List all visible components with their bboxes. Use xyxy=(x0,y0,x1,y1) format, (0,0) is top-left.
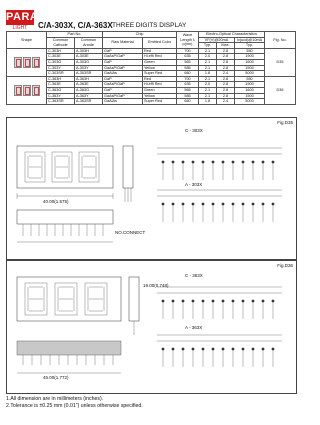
table-row xyxy=(7,54,296,60)
emitted-color: Hi.effi Red xyxy=(143,54,177,60)
header-typ: Typ. xyxy=(199,43,217,49)
anode-part: A-363E xyxy=(75,82,103,88)
table-row xyxy=(7,99,296,105)
vf-typ: 1.8 xyxy=(199,71,217,77)
figure-d36 xyxy=(6,260,297,394)
header-common-anode: Common Anode xyxy=(75,37,103,48)
vf-typ: 2.1 xyxy=(199,87,217,93)
cathode-part: C-303H xyxy=(47,48,75,54)
raw-material: GaAsP/GaP xyxy=(103,93,143,99)
shape-cell xyxy=(7,76,47,104)
iv-typ: 550 xyxy=(235,48,265,54)
display-shape-icon xyxy=(8,85,45,96)
cathode-part: C-303SR xyxy=(47,71,75,77)
vf-typ: 2.1 xyxy=(199,59,217,65)
dimension-height: 19.00(0.748) xyxy=(143,283,169,288)
vf-typ: 2.0 xyxy=(199,54,217,60)
header-shape: Shape xyxy=(7,32,47,49)
iv-typ: 1900 xyxy=(235,54,265,60)
vf-max: 2.8 xyxy=(217,76,235,82)
cathode-part: C-363E xyxy=(47,82,75,88)
emitted-color: Super Red xyxy=(143,99,177,105)
anode-part: A-363H xyxy=(75,76,103,82)
cathode-part: C-303G xyxy=(47,59,75,65)
circuit-title-top: C - 303X xyxy=(185,128,203,133)
note-1: 1.All dimension are in millimeters (inches). xyxy=(6,396,104,402)
vf-max: 2.8 xyxy=(217,93,235,99)
header-iv: Iv(ucd)@10mA xyxy=(235,37,265,43)
cathode-part: C-363H xyxy=(47,76,75,82)
vf-max: 2.8 xyxy=(217,59,235,65)
vf-typ: 2.1 xyxy=(199,48,217,54)
anode-part: A-363SR xyxy=(75,99,103,105)
wave-length: 585 xyxy=(177,65,199,71)
anode-part: A-303E xyxy=(75,54,103,60)
display-shape-icon xyxy=(8,57,45,68)
wave-length: 700 xyxy=(177,76,199,82)
dimension-width: 45.00(1.772) xyxy=(43,375,69,380)
fig-no: D36 xyxy=(265,76,296,104)
wave-length: 700 xyxy=(177,48,199,54)
vf-max: 2.8 xyxy=(217,48,235,54)
drawing-d36 xyxy=(7,261,296,393)
wave-length: 565 xyxy=(177,87,199,93)
notes xyxy=(6,396,143,410)
cathode-part: C-363SR xyxy=(47,99,75,105)
table-row xyxy=(7,59,296,65)
vf-max: 2.8 xyxy=(217,87,235,93)
vf-max: 2.8 xyxy=(217,54,235,60)
header-emitted-color: Emitted Color xyxy=(143,37,177,48)
emitted-color: Green xyxy=(143,87,177,93)
header-raw-material: Raw Material xyxy=(103,37,143,48)
vf-max: 2.4 xyxy=(217,71,235,77)
emitted-color: Super Red xyxy=(143,71,177,77)
header-wave-length: Wave Length λ p(nm) xyxy=(177,32,199,49)
wave-length: 565 xyxy=(177,59,199,65)
note-2: 2.Tolerance is ±0.25 mm (0.01") unless otherwise specified. xyxy=(6,403,143,409)
header-eoc: Electro-Optical Characteristics xyxy=(199,32,265,38)
vf-typ: 2.1 xyxy=(199,65,217,71)
iv-typ: 5000 xyxy=(235,99,265,105)
raw-material: GaP xyxy=(103,48,143,54)
emitted-color: Hi.effi Red xyxy=(143,82,177,88)
drawing-d35 xyxy=(7,118,296,259)
emitted-color: Yellow xyxy=(143,93,177,99)
title-code: C/A-303X, C/A-363X xyxy=(38,21,113,30)
iv-typ: 1600 xyxy=(235,59,265,65)
wave-length: 660 xyxy=(177,71,199,77)
table-row xyxy=(7,82,296,88)
header-typ2: Typ. xyxy=(235,43,265,49)
header-max: Max. xyxy=(217,43,235,49)
raw-material: GaAsP/GaP xyxy=(103,82,143,88)
brand-sub: LIGHT xyxy=(12,25,28,31)
raw-material: GaP xyxy=(103,59,143,65)
emitted-color: Green xyxy=(143,59,177,65)
anode-part: A-303Y xyxy=(75,65,103,71)
iv-typ: 550 xyxy=(235,76,265,82)
figure-d35 xyxy=(6,117,297,260)
header-part-no: Part No. xyxy=(47,32,103,38)
fig-label: Fig.D35 xyxy=(277,120,293,125)
anode-part: A-363G xyxy=(75,87,103,93)
cathode-part: C-363G xyxy=(47,87,75,93)
raw-material: GaP xyxy=(103,87,143,93)
anode-part: A-303H xyxy=(75,48,103,54)
fig-no: D35 xyxy=(265,48,296,76)
vf-typ: 2.0 xyxy=(199,82,217,88)
vf-typ: 1.8 xyxy=(199,99,217,105)
vf-max: 2.8 xyxy=(217,65,235,71)
anode-part: A-303SR xyxy=(75,71,103,77)
cathode-part: C-363Y xyxy=(47,93,75,99)
header-chip: Chip xyxy=(103,32,177,38)
emitted-color: Red xyxy=(143,76,177,82)
wave-length: 635 xyxy=(177,82,199,88)
cathode-part: C-303E xyxy=(47,54,75,60)
raw-material: GaAlAs xyxy=(103,71,143,77)
vf-typ: 2.1 xyxy=(199,93,217,99)
common-label: NO.CONNECT xyxy=(115,230,146,235)
wave-length: 585 xyxy=(177,93,199,99)
header-fig-no: Fig. No. xyxy=(265,32,296,49)
iv-typ: 1600 xyxy=(235,87,265,93)
title-desc: THREE DIGITS DISPLAY xyxy=(112,22,187,29)
anode-part: A-303G xyxy=(75,59,103,65)
circuit-title-bottom: A - 303X xyxy=(185,182,203,187)
circuit-title-top: C - 363X xyxy=(185,273,203,278)
iv-typ: 1900 xyxy=(235,82,265,88)
table-row xyxy=(7,65,296,71)
iv-typ: 1500 xyxy=(235,93,265,99)
table-row xyxy=(7,87,296,93)
iv-typ: 1500 xyxy=(235,65,265,71)
wave-length: 660 xyxy=(177,99,199,105)
iv-typ: 5000 xyxy=(235,71,265,77)
fig-label: Fig.D36 xyxy=(277,263,293,268)
raw-material: GaAsP/GaP xyxy=(103,54,143,60)
table-row xyxy=(7,93,296,99)
table-row xyxy=(7,71,296,77)
shape-cell xyxy=(7,48,47,76)
brand-name: PARA xyxy=(6,11,39,23)
raw-material: GaAlAs xyxy=(103,99,143,105)
vf-max: 2.8 xyxy=(217,82,235,88)
wave-length: 635 xyxy=(177,54,199,60)
cathode-part: C-303Y xyxy=(47,65,75,71)
anode-part: A-363Y xyxy=(75,93,103,99)
raw-material: GaP xyxy=(103,76,143,82)
emitted-color: Yellow xyxy=(143,65,177,71)
circuit-title-bottom: A - 363X xyxy=(185,325,203,330)
header-vf: VF(V)@20mA xyxy=(199,37,235,43)
vf-max: 2.4 xyxy=(217,99,235,105)
raw-material: GaAsP/GaP xyxy=(103,65,143,71)
vf-typ: 2.1 xyxy=(199,76,217,82)
emitted-color: Red xyxy=(143,48,177,54)
brand-logo xyxy=(6,10,39,32)
spec-table xyxy=(6,31,296,105)
header-common-cathode: Common Cathode xyxy=(47,37,75,48)
dimension-width: 40.00(1.575) xyxy=(43,199,69,204)
